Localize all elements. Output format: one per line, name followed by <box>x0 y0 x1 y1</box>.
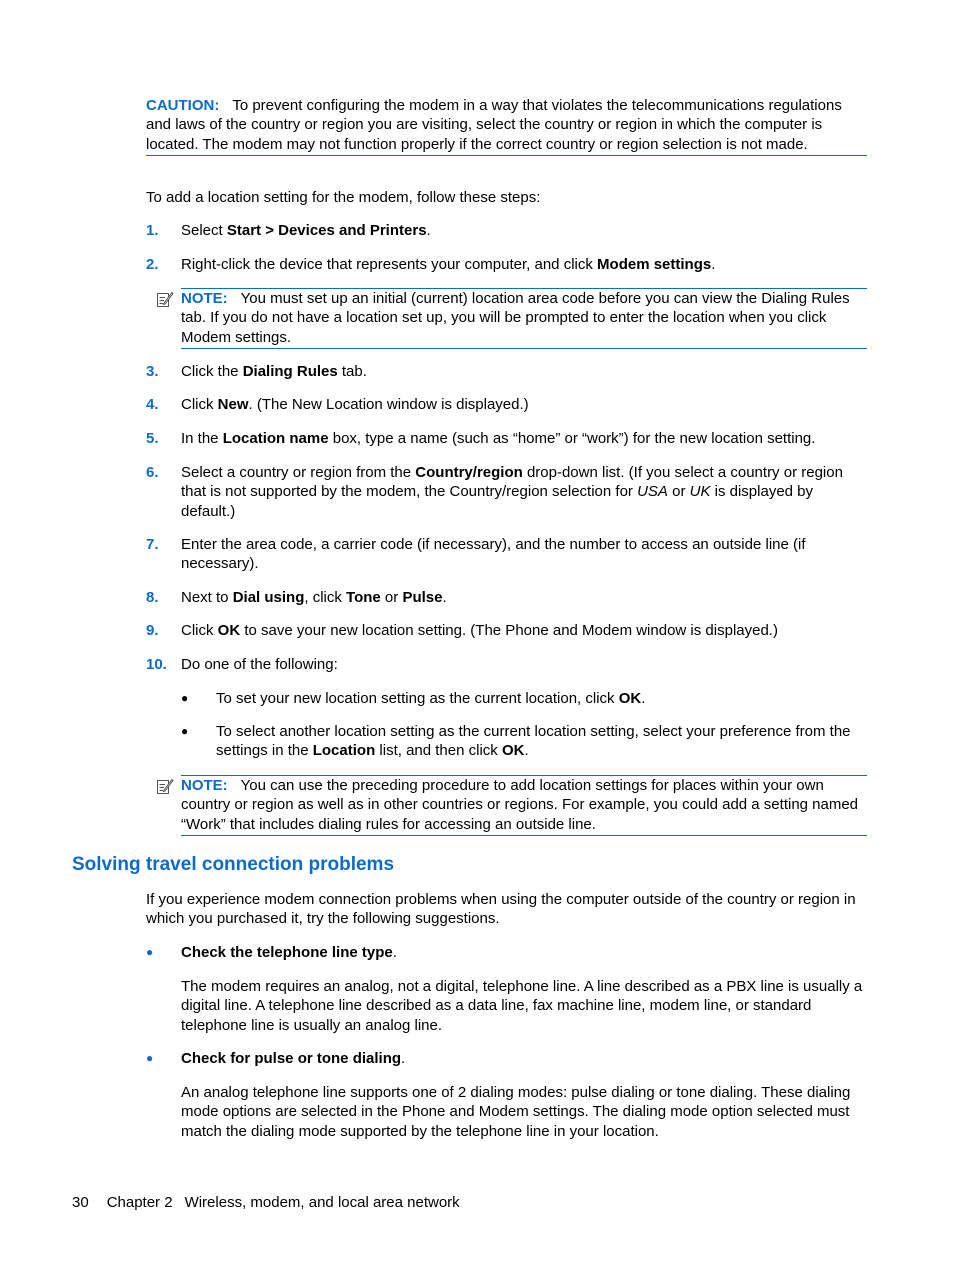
step-number: 4. <box>146 396 159 413</box>
chapter-title: Wireless, modem, and local area network <box>184 1194 460 1211</box>
bullet-dot-icon: ● <box>146 945 154 959</box>
step-number: 9. <box>146 622 159 639</box>
note-text: You must set up an initial (current) location area code before you can view the Dialing Rules tab. If you do not have a location set up, you will be prompted to enter the location when you click Modem settings. <box>181 290 850 346</box>
step-number: 5. <box>146 430 159 447</box>
step-number: 1. <box>146 222 159 239</box>
item-body: The modem requires an analog, not a digital, telephone line. A line described as a PBX line is usually a digital line. A telephone line described as a data line, fax machine line, modem line, or standard telephone line is usually an analog line. <box>181 978 863 1034</box>
note-box <box>181 775 867 836</box>
step-number: 8. <box>146 589 159 606</box>
caution-box <box>146 96 867 156</box>
bullet-dot-icon: ● <box>146 1051 154 1065</box>
note-pencil-icon <box>156 777 174 795</box>
page-footer <box>72 1193 478 1212</box>
chapter-label: Chapter 2 <box>106 1194 173 1211</box>
section-heading: Solving travel connection problems <box>72 854 395 875</box>
item-body: An analog telephone line supports one of 2 dialing modes: pulse dialing or tone dialing. These dialing mode options are selected in the Phone and Modem settings. The dialing mode option selected must match the dialing mode supported by the telephone line in your location. <box>181 1084 851 1140</box>
page-number: 30 <box>72 1194 89 1211</box>
step-number: 2. <box>146 256 159 273</box>
bullet-dot-icon: ● <box>181 724 189 738</box>
step-number: 3. <box>146 363 159 380</box>
bullet-dot-icon: ● <box>181 691 189 705</box>
step-number: 7. <box>146 536 159 553</box>
note-label: NOTE: <box>181 290 228 307</box>
note-box <box>181 288 867 349</box>
steps-intro: To add a location setting for the modem, follow these steps: <box>146 189 541 206</box>
caution-label: CAUTION: <box>146 97 220 114</box>
step-number: 6. <box>146 464 159 481</box>
section-intro: If you experience modem connection problems when using the computer outside of the country or region in which you purchased it, try the following suggestions. <box>146 891 856 928</box>
caution-text: To prevent configuring the modem in a way that violates the telecommunications regulations and laws of the country or region you are visiting, select the country or region in which the computer is located. The modem may not function properly if the correct country or region selection is not made. <box>146 97 842 153</box>
note-pencil-icon <box>156 290 174 308</box>
note-text: You can use the preceding procedure to add location settings for places within your own country or region as well as in other countries or regions. For example, you could add a setting named “Work” that includes dialing rules for accessing an outside line. <box>181 777 859 833</box>
step-number: 10. <box>146 656 167 673</box>
note-label: NOTE: <box>181 777 228 794</box>
